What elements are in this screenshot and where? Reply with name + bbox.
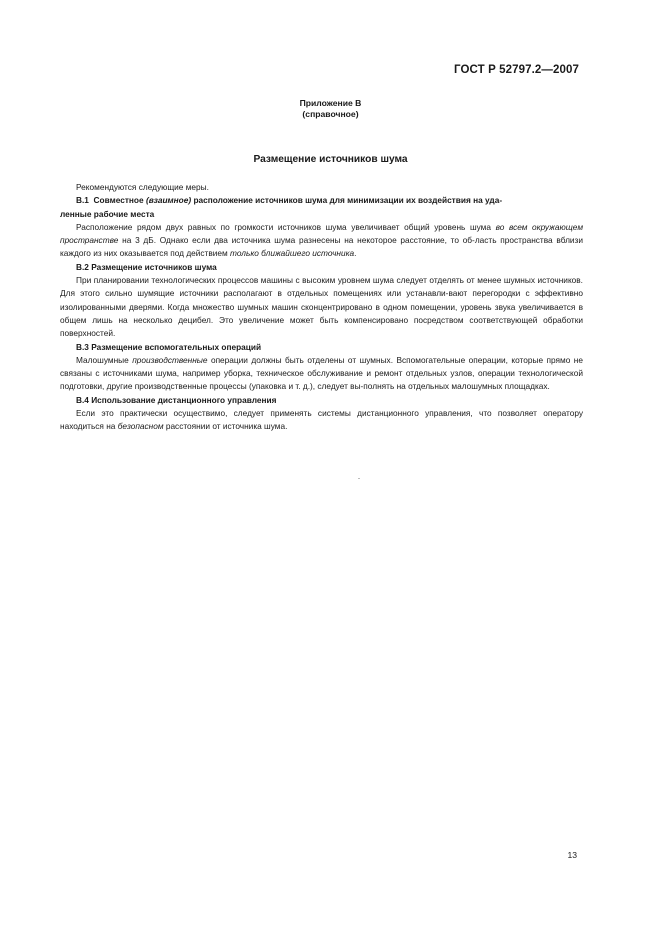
paragraph-b2: При планировании технологических процессов машины с высоким уровнем шума следует отделять от менее шумных источников. Для этого сильно шумящие источники располагают в отдельных помещениях или устанавли-вают перегородки с эффективно изолированными дверями. Когда множество шумных машин сконцентрировано в одном помещении, уровень звука увеличивается в общем лишь на несколько децибел. Это увеличение может быть компенсировано посредством соответствующей обработки поверхностей. [60,275,583,339]
heading-b1 [60,194,583,207]
intro-paragraph: Рекомендуются следующие меры. [76,182,209,192]
heading-b1-part-a: Совместное [93,195,144,206]
paragraph-b3-part-b: операции должны быть отделены от шумных. Вспомогательные операции, которые прямо не связаны с источниками шума, например уборка, техническое обслуживание и ремонт отдельных узлов, операции технологической подготовки, другие производственные процессы (упаковка и т. д.), следует вы-полнять на отдельных малошумных площадках. [60,354,583,392]
paragraph-b1-italic-1: во всем окружающем пространстве [60,221,584,246]
paragraph-b1-part-a: Расположение рядом двух равных по громкости источников шума увеличивает общий уровень шума [76,221,491,232]
section-title: Размещение источников шума [253,154,408,165]
heading-b1-italic: (взаимное) [145,195,192,206]
heading-b1-number: В.1 [76,195,89,206]
document-body [60,181,583,434]
paragraph-b4-part-b: расстоянии от источника шума. [165,421,288,432]
paragraph-b4 [60,407,583,434]
heading-b3: В.3 Размещение вспомогательных операций [76,341,262,352]
heading-b1-part-b: расположение источников шума для минимизации их воздействия на уда- [193,195,503,206]
paragraph-b3 [60,354,583,394]
heading-b2: В.2 Размещение источников шума [76,261,217,272]
document-code: ГОСТ Р 52797.2—2007 [454,64,579,76]
heading-b1-continuation: ленные рабочие места [60,208,155,219]
appendix-subtitle: (справочное) [302,109,359,119]
appendix-title: Приложение В [299,98,362,108]
appendix-heading [0,98,661,120]
page-number: 13 [567,850,577,860]
scan-speck [358,478,360,479]
paragraph-b3-part-a: Малошумные [76,354,129,365]
paragraph-b1-italic-2: только ближайшего источника [230,248,355,259]
heading-b4: В.4 Использование дистанционного управления [76,394,277,405]
paragraph-b4-part-a: Если это практически осуществимо, следует применять системы дистанционного управления, что позволяет оператору находиться на [60,408,583,432]
paragraph-b1-part-b: на 3 дБ. Однако если два источника шума разнесены на некоторое расстояние, то об-ласть пространства вблизи каждого из них оказывается под действием [60,235,583,259]
paragraph-b1-part-c: . [354,248,357,259]
paragraph-b1 [60,221,583,261]
paragraph-b3-italic: производственные [132,354,208,365]
paragraph-b4-italic: безопасном [117,421,164,432]
